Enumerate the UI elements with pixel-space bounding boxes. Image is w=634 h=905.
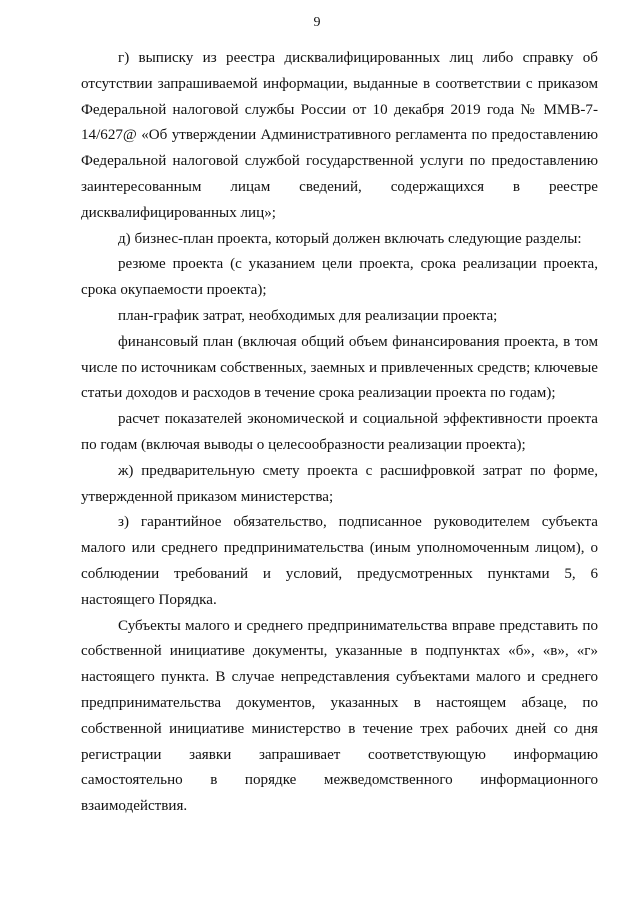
paragraph-optional-documents: Субъекты малого и среднего предпринимательства вправе представить по собственной инициативе документы, указанные в подпунктах «б», «в», «г» настоящего пункта. В случае непредставления субъектами малого и среднего предпринимательства документов, указанных в настоящем абзаце, по собственной инициативе министерство в течение трех рабочих дней со дня регистрации заявки запрашивает соответствующую информацию самостоятельно в порядке межведомственного информационного взаимодействия. [81,617,598,815]
paragraph-financial-plan: финансовый план (включая общий объем финансирования проекта, в том числе по источникам собственных, заемных и привлеченных средств; ключевые статьи доходов и расходов в течение срока реализации проекта по годам); [81,333,598,402]
document-body [81,46,598,820]
paragraph-g-disqualified-registry-extract: г) выписку из реестра дисквалифицированных лиц либо справку об отсутствии запрашиваемой информации, выданные в соответствии с приказом Федеральной налоговой службы России от 10 декабря 2019 года № ММВ-7-14/627@ «Об утверждении Административного регламента по предоставлению Федеральной налоговой службой государственной услуги по предоставлению заинтересованным лицам сведений, содержащихся в реестре дисквалифицированных лиц»; [81,50,598,221]
paragraph-project-summary: резюме проекта (с указанием цели проекта, срока реализации проекта, срока окупаемости проекта); [81,256,598,299]
paragraph-cost-schedule: план-график затрат, необходимых для реализации проекта; [118,307,498,324]
paragraph-d-business-plan: д) бизнес-план проекта, который должен включать следующие разделы: [118,230,582,247]
paragraph-zh-project-estimate: ж) предварительную смету проекта с расшифровкой затрат по форме, утвержденной приказом министерства; [81,462,598,505]
paragraph-z-guarantee-obligation: з) гарантийное обязательство, подписанное руководителем субъекта малого или среднего предпринимательства (иным уполномоченным лицом), о соблюдении требований и условий, предусмотренных пунктами 5, 6 настоящего Порядка. [81,514,598,608]
page-number: 9 [313,15,321,30]
paragraph-efficiency-calculation: расчет показателей экономической и социальной эффективности проекта по годам (включая выводы о целесообразности реализации проекта); [81,411,598,453]
